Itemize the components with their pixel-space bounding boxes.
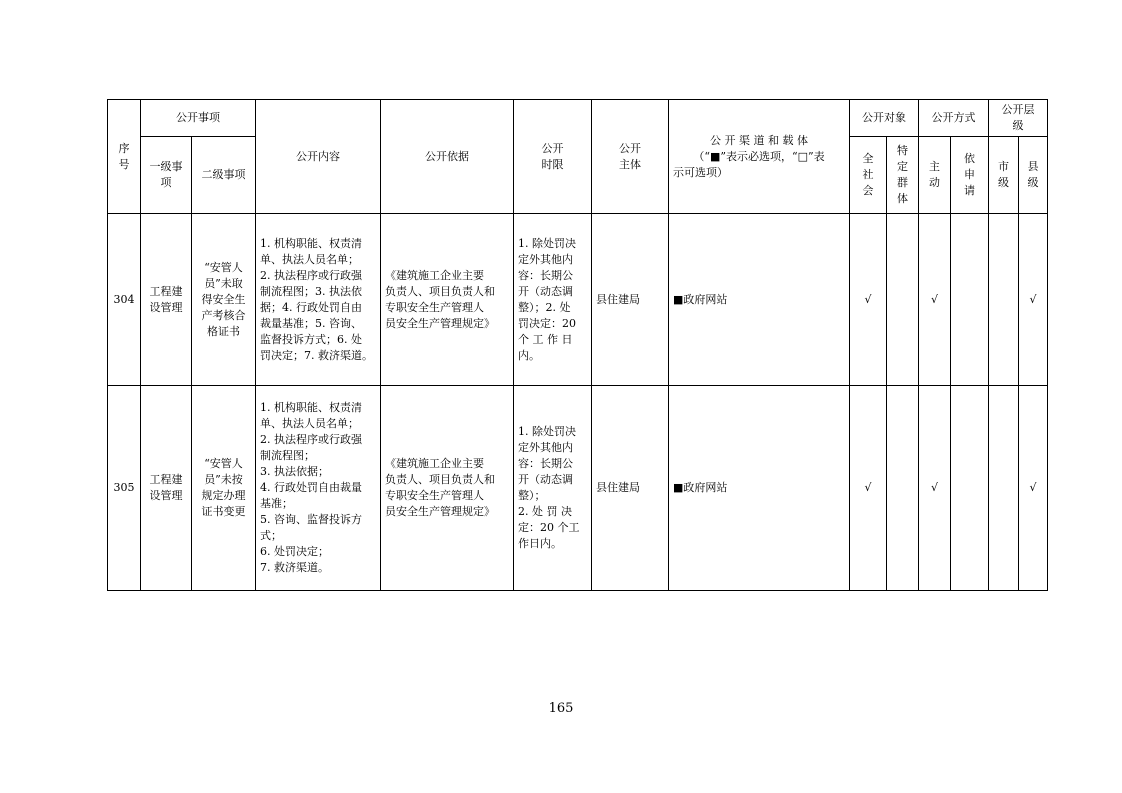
row-target-all: √ <box>850 214 887 386</box>
row-level1: 工程建 设管理 <box>141 214 192 386</box>
header-target-specific: 特 定 群 体 <box>887 137 919 214</box>
header-target: 公开对象 <box>850 100 919 137</box>
row-channel: ■政府网站 <box>669 386 850 591</box>
header-basis: 公开依据 <box>381 100 514 214</box>
header-method-request: 依 申 请 <box>951 137 989 214</box>
row-content: 1. 机构职能、权责清 单、执法人员名单； 2. 执法程序或行政强 制流程图； 3. 执法依据； 4. 行政处罚自由裁量 基准； 5. 咨询、监督投诉方 式； 6. 处罚决定； 7. 救济渠道。 <box>256 386 381 591</box>
header-level-county: 县 级 <box>1019 137 1048 214</box>
header-level1: 一级事 项 <box>141 137 192 214</box>
table-row <box>108 386 1048 591</box>
header-matters: 公开事项 <box>141 100 256 137</box>
row-channel: ■政府网站 <box>669 214 850 386</box>
row-level1: 工程建 设管理 <box>141 386 192 591</box>
header-row-1 <box>108 100 1048 137</box>
row-subject: 县住建局 <box>592 214 669 386</box>
row-seq: 305 <box>108 386 141 591</box>
header-content: 公开内容 <box>256 100 381 214</box>
disclosure-table <box>107 99 1048 591</box>
row-seq: 304 <box>108 214 141 386</box>
row-subject: 县住建局 <box>592 386 669 591</box>
row-basis: 《建筑施工企业主要 负责人、项目负责人和 专职安全生产管理人 员安全生产管理规定》 <box>381 214 514 386</box>
page-number: 165 <box>548 701 574 716</box>
row-method-active: √ <box>919 386 951 591</box>
row-level-county: √ <box>1019 386 1048 591</box>
row-period: 1. 除处罚决 定外其他内 容：长期公 开（动态调 整）； 2. 处 罚 决 定：20 个工 作日内。 <box>514 386 592 591</box>
row-period: 1. 除处罚决 定外其他内 容：长期公 开（动态调 整）；2. 处 罚决定：20 个 工 作 日 内。 <box>514 214 592 386</box>
row-method-request <box>951 386 989 591</box>
row-content: 1. 机构职能、权责清 单、执法人员名单； 2. 执法程序或行政强 制流程图；3. 执法依 据；4. 行政处罚自由 裁量基准；5. 咨询、 监督投诉方式；6. 处 罚决定；7. 救济渠道。 <box>256 214 381 386</box>
header-period: 公开 时限 <box>514 100 592 214</box>
header-level-city: 市 级 <box>989 137 1019 214</box>
row-basis: 《建筑施工企业主要 负责人、项目负责人和 专职安全生产管理人 员安全生产管理规定》 <box>381 386 514 591</box>
row-level2: “安管人 员”未按 规定办理 证书变更 <box>192 386 256 591</box>
row-method-active: √ <box>919 214 951 386</box>
header-method: 公开方式 <box>919 100 989 137</box>
header-level: 公开层 级 <box>989 100 1048 137</box>
header-subject: 公开 主体 <box>592 100 669 214</box>
row-target-all: √ <box>850 386 887 591</box>
row-target-specific <box>887 214 919 386</box>
header-target-all: 全 社 会 <box>850 137 887 214</box>
row-target-specific <box>887 386 919 591</box>
header-channel: 公 开 渠 道 和 载 体 （“■”表示必选项，“□”表 示可选项） <box>669 100 850 214</box>
header-seq: 序 号 <box>108 100 141 214</box>
table-row <box>108 214 1048 386</box>
row-level-city <box>989 214 1019 386</box>
row-level2: “安管人 员”未取 得安全生 产考核合 格证书 <box>192 214 256 386</box>
row-method-request <box>951 214 989 386</box>
row-level-county: √ <box>1019 214 1048 386</box>
header-level2: 二级事项 <box>192 137 256 214</box>
row-level-city <box>989 386 1019 591</box>
header-method-active: 主 动 <box>919 137 951 214</box>
